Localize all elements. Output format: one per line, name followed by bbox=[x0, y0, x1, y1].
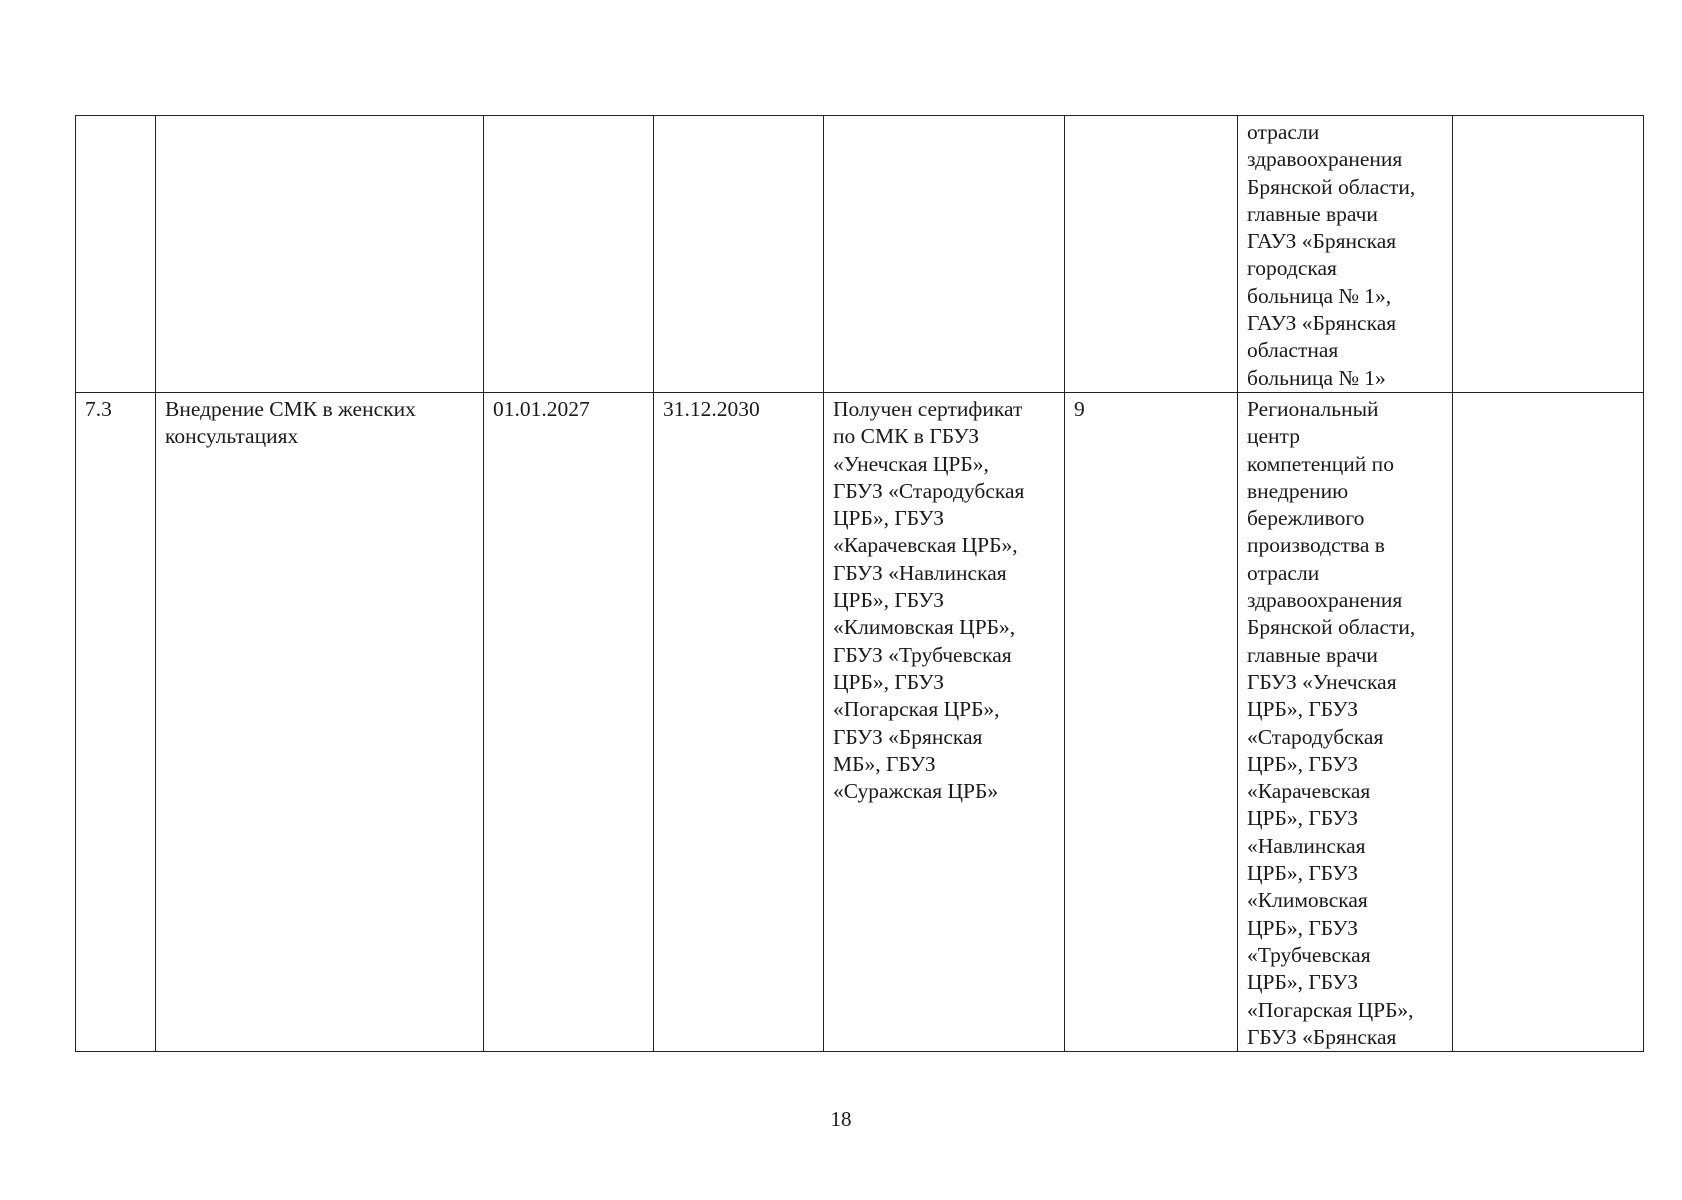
row-number: 7.3 bbox=[85, 396, 112, 421]
cell-responsible bbox=[1238, 392, 1453, 1051]
table-row-continuation bbox=[76, 116, 1644, 393]
start-date: 01.01.2027 bbox=[493, 396, 590, 421]
result-text: Получен сертификат по СМК в ГБУЗ «Унечская ЦРБ», ГБУЗ «Стародубская ЦРБ», ГБУЗ «Карачевская ЦРБ», ГБУЗ «Навлинская ЦРБ», ГБУЗ «Климовская ЦРБ», ГБУЗ «Трубчевская ЦРБ», ГБУЗ «Погарская ЦРБ», ГБУЗ «Брянская МБ», ГБУЗ «Суражская ЦРБ» bbox=[833, 396, 1025, 804]
cell-note bbox=[1453, 116, 1644, 393]
activity-text: Внедрение СМК в женских консультациях bbox=[165, 396, 416, 449]
page-number: 18 bbox=[830, 1107, 852, 1131]
cell-number bbox=[76, 392, 156, 1051]
table-row-7-3 bbox=[76, 392, 1644, 1051]
end-date: 31.12.2030 bbox=[663, 396, 760, 421]
cell-start-date bbox=[484, 116, 654, 393]
responsible-text: отрасли здравоохранения Брянской области, главные врачи ГАУЗ «Брянская городская больница № 1», ГАУЗ «Брянская областная больница № 1» bbox=[1247, 120, 1416, 390]
cell-note bbox=[1453, 392, 1644, 1051]
cell-result bbox=[824, 116, 1065, 393]
cell-end-date bbox=[654, 116, 824, 393]
cell-result bbox=[824, 392, 1065, 1051]
cell-activity bbox=[156, 392, 484, 1051]
cell-start-date bbox=[484, 392, 654, 1051]
cell-indicator bbox=[1065, 116, 1238, 393]
cell-number bbox=[76, 116, 156, 393]
cell-responsible bbox=[1238, 116, 1453, 393]
cell-end-date bbox=[654, 392, 824, 1051]
activities-table bbox=[75, 115, 1644, 1052]
cell-activity bbox=[156, 116, 484, 393]
indicator-value: 9 bbox=[1074, 396, 1085, 421]
responsible-text: Региональный центр компетенций по внедрению бережливого производства в отрасли здравоохранения Брянской области, главные врачи ГБУЗ «Унечская ЦРБ», ГБУЗ «Стародубская ЦРБ», ГБУЗ «Карачевская ЦРБ», ГБУЗ «Навлинская ЦРБ», ГБУЗ «Климовская ЦРБ», ГБУЗ «Трубчевская ЦРБ», ГБУЗ «Погарская ЦРБ», ГБУЗ «Брянская bbox=[1247, 396, 1416, 1049]
cell-indicator bbox=[1065, 392, 1238, 1051]
